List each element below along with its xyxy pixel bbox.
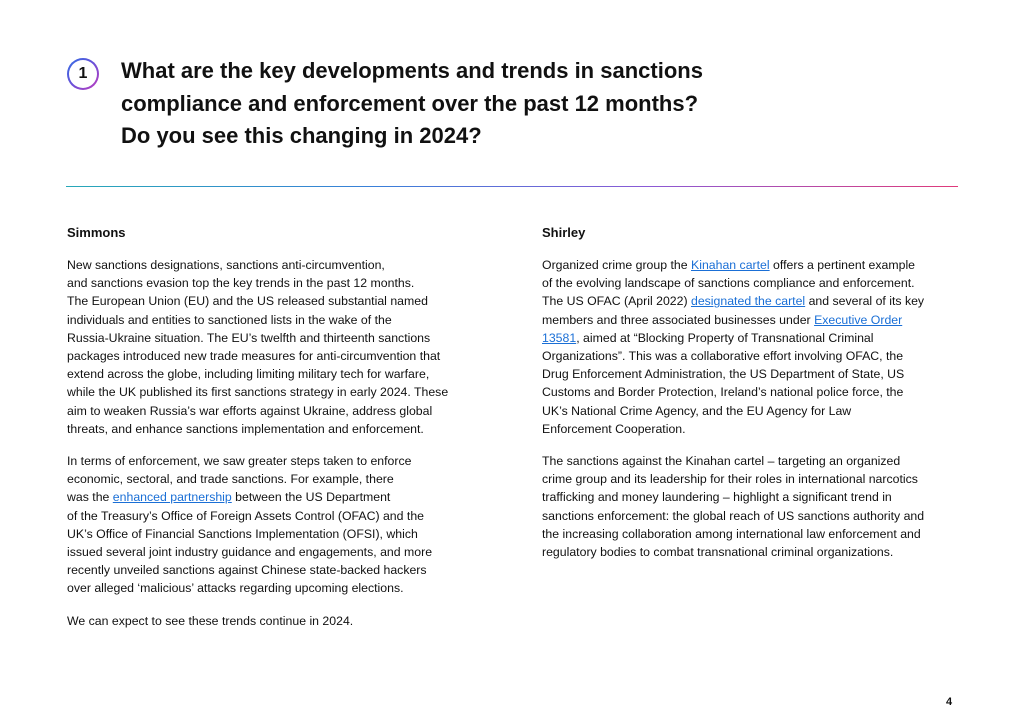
text-line: New sanctions designations, sanctions anti-circumvention, [67,258,385,272]
text-line: Enforcement Cooperation. [542,421,686,436]
question-number-badge [67,58,99,90]
text-line: UK’s National Crime Agency, and the EU Agency for Law [542,403,852,418]
text-line: of the Treasury’s Office of Foreign Assets Control (OFAC) and the [67,508,424,523]
text-fragment: , aimed at “Blocking Property of Transnational Criminal [576,330,874,345]
right-column [542,225,962,575]
paragraph [542,256,962,438]
text-line: extend across the globe, including limiting military tech for warfare, [67,367,430,382]
text-line: regulatory bodies to combat transnational criminal organizations. [542,545,894,560]
text-line: recently unveiled sanctions against Chinese state-backed hackers [67,563,427,578]
gradient-divider [66,186,958,187]
text-fragment: offers a pertinent example [769,258,916,272]
enhanced-partnership-link[interactable]: enhanced partnership [112,490,232,505]
question-heading [121,55,841,153]
text-line [542,311,962,329]
question-line: What are the key developments and trends in sanctions [121,58,703,83]
text-line [542,329,962,347]
text-line: The sanctions against the Kinahan cartel – targeting an organized [542,454,901,469]
text-line [67,488,487,506]
text-line [542,292,962,310]
text-fragment: was the [67,490,113,505]
text-line: We can expect to see these trends continue in 2024. [67,613,354,628]
text-line: Russia-Ukraine situation. The EU’s twelfth and thirteenth sanctions [67,330,431,345]
question-number: 1 [69,60,97,88]
page-number: 4 [946,696,953,708]
text-line: individuals and entities to sanctioned lists in the wake of the [67,312,392,327]
designated-the-cartel-link[interactable]: designated the cartel [690,294,806,309]
speaker-name: Shirley [542,225,586,240]
text-line: In terms of enforcement, we saw greater steps taken to enforce [67,454,412,469]
text-line: issued several joint industry guidance and engagements, and more [67,545,433,560]
text-line: Organizations”. This was a collaborative effort involving OFAC, the [542,349,904,364]
text-line: while the UK published its first sanctions strategy in early 2024. These [67,385,449,400]
paragraph [67,612,487,630]
text-line: Drug Enforcement Administration, the US Department of State, US [542,367,905,382]
text-line: the increasing collaboration among international law enforcement and [542,526,921,541]
text-fragment: Organized crime group the [542,258,692,272]
text-fragment: between the US Department [231,490,391,505]
paragraph [67,452,487,598]
paragraph [67,256,487,438]
text-line: of the evolving landscape of sanctions compliance and enforcement. [542,276,915,291]
kinahan-cartel-link[interactable]: Kinahan cartel [691,258,770,272]
text-line: Customs and Border Protection, Ireland’s national police force, the [542,385,904,400]
text-line: and sanctions evasion top the key trends in the past 12 months. [67,276,415,291]
text-line: crime group and its leadership for their roles in international narcotics [542,472,918,487]
speaker-name: Simmons [67,225,126,240]
left-column [67,225,487,644]
question-line: Do you see this changing in 2024? [121,123,482,148]
paragraph [542,452,962,561]
text-line: packages introduced new trade measures for anti-circumvention that [67,349,441,364]
text-line: economic, sectoral, and trade sanctions. For example, there [67,472,394,487]
text-fragment: members and three associated businesses under [542,312,815,327]
question-line: compliance and enforcement over the past 12 months? [121,90,699,116]
text-line: over alleged ‘malicious’ attacks regarding upcoming elections. [67,581,404,596]
text-fragment: and several of its key [805,294,925,309]
text-line [542,256,962,274]
text-fragment: The US OFAC (April 2022) [542,294,691,309]
text-line: UK’s Office of Financial Sanctions Implementation (OFSI), which [67,526,418,541]
executive-order-number-link[interactable]: 13581 [542,330,577,345]
text-line: The European Union (EU) and the US released substantial named [67,294,428,309]
text-line: aim to weaken Russia’s war efforts against Ukraine, address global [67,403,433,418]
text-line: sanctions enforcement: the global reach of US sanctions authority and [542,508,925,523]
text-line: trafficking and money laundering – highlight a significant trend in [542,490,892,505]
text-line: threats, and enhance sanctions implementation and enforcement. [67,421,424,436]
executive-order-link[interactable]: Executive Order [814,312,903,327]
